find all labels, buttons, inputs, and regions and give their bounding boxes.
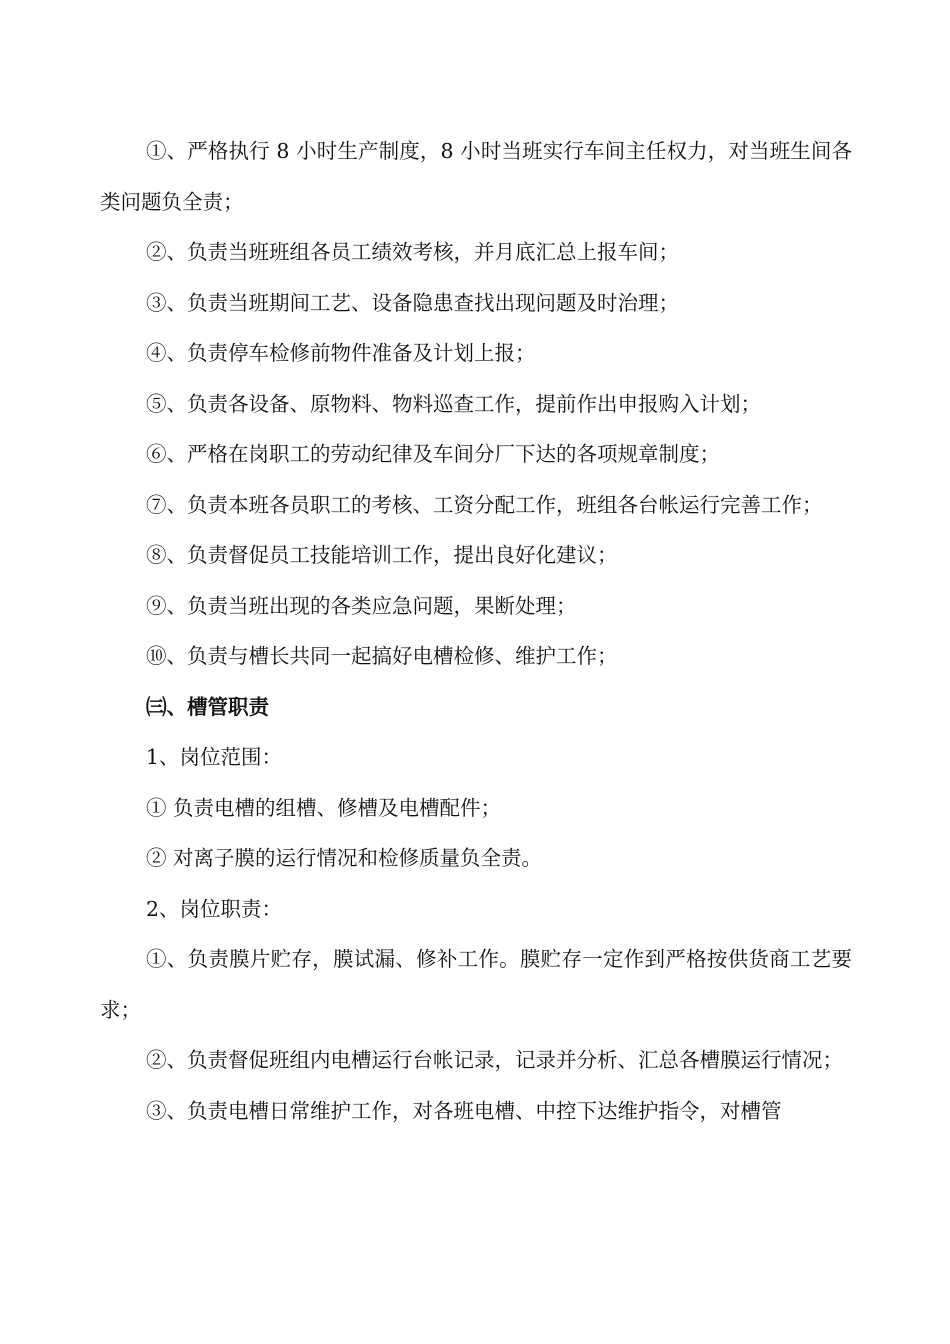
trough-duty-item-1: ①、负责膜片贮存，膜试漏、修补工作。膜贮存一定作到严格按供货商工艺要求； bbox=[100, 947, 852, 1022]
duty-item-10: ⑩、负责与槽长共同一起搞好电槽检修、维护工作； bbox=[146, 644, 618, 668]
duty-item-1: ①、严格执行 8 小时生产制度，8 小时当班实行车间主任权力，对当班生间各类问题负全责； bbox=[100, 139, 852, 214]
duty-item-3: ③、负责当班期间工艺、设备隐患查找出现问题及时治理； bbox=[146, 290, 679, 315]
duty-item-9: ⑨、负责当班出现的各类应急问题，果断处理； bbox=[146, 593, 577, 618]
duty-item-6: ⑥、严格在岗职工的劳动纪律及车间分厂下达的各项规章制度； bbox=[146, 442, 720, 466]
duty-title: 2、岗位职责： bbox=[146, 896, 283, 921]
section-heading: ㈢、槽管职责 bbox=[146, 694, 269, 719]
duty-item-8: ⑧、负责督促员工技能培训工作，提出良好化建议； bbox=[146, 543, 618, 567]
duty-item-5: ⑤、负责各设备、原物料、物料巡查工作，提前作出申报购入计划； bbox=[146, 391, 761, 416]
document-page bbox=[100, 126, 852, 1136]
scope-item-1: ① 负责电槽的组槽、修槽及电槽配件； bbox=[146, 795, 502, 820]
duty-item-7: ⑦、负责本班各员职工的考核、工资分配工作，班组各台帐运行完善工作； bbox=[146, 492, 823, 517]
trough-duty-item-3: ③、负责电槽日常维护工作，对各班电槽、中控下达维护指令，对槽管 bbox=[146, 1098, 782, 1123]
scope-item-2: ② 对离子膜的运行情况和检修质量负全责。 bbox=[146, 846, 543, 870]
duty-item-4: ④、负责停车检修前物件准备及计划上报； bbox=[146, 341, 536, 365]
scope-title: 1、岗位范围： bbox=[146, 745, 283, 769]
duty-item-2: ②、负责当班班组各员工绩效考核，并月底汇总上报车间； bbox=[146, 240, 679, 264]
trough-duty-item-2: ②、负责督促班组内电槽运行台帐记录，记录并分析、汇总各槽膜运行情况； bbox=[146, 1048, 843, 1072]
